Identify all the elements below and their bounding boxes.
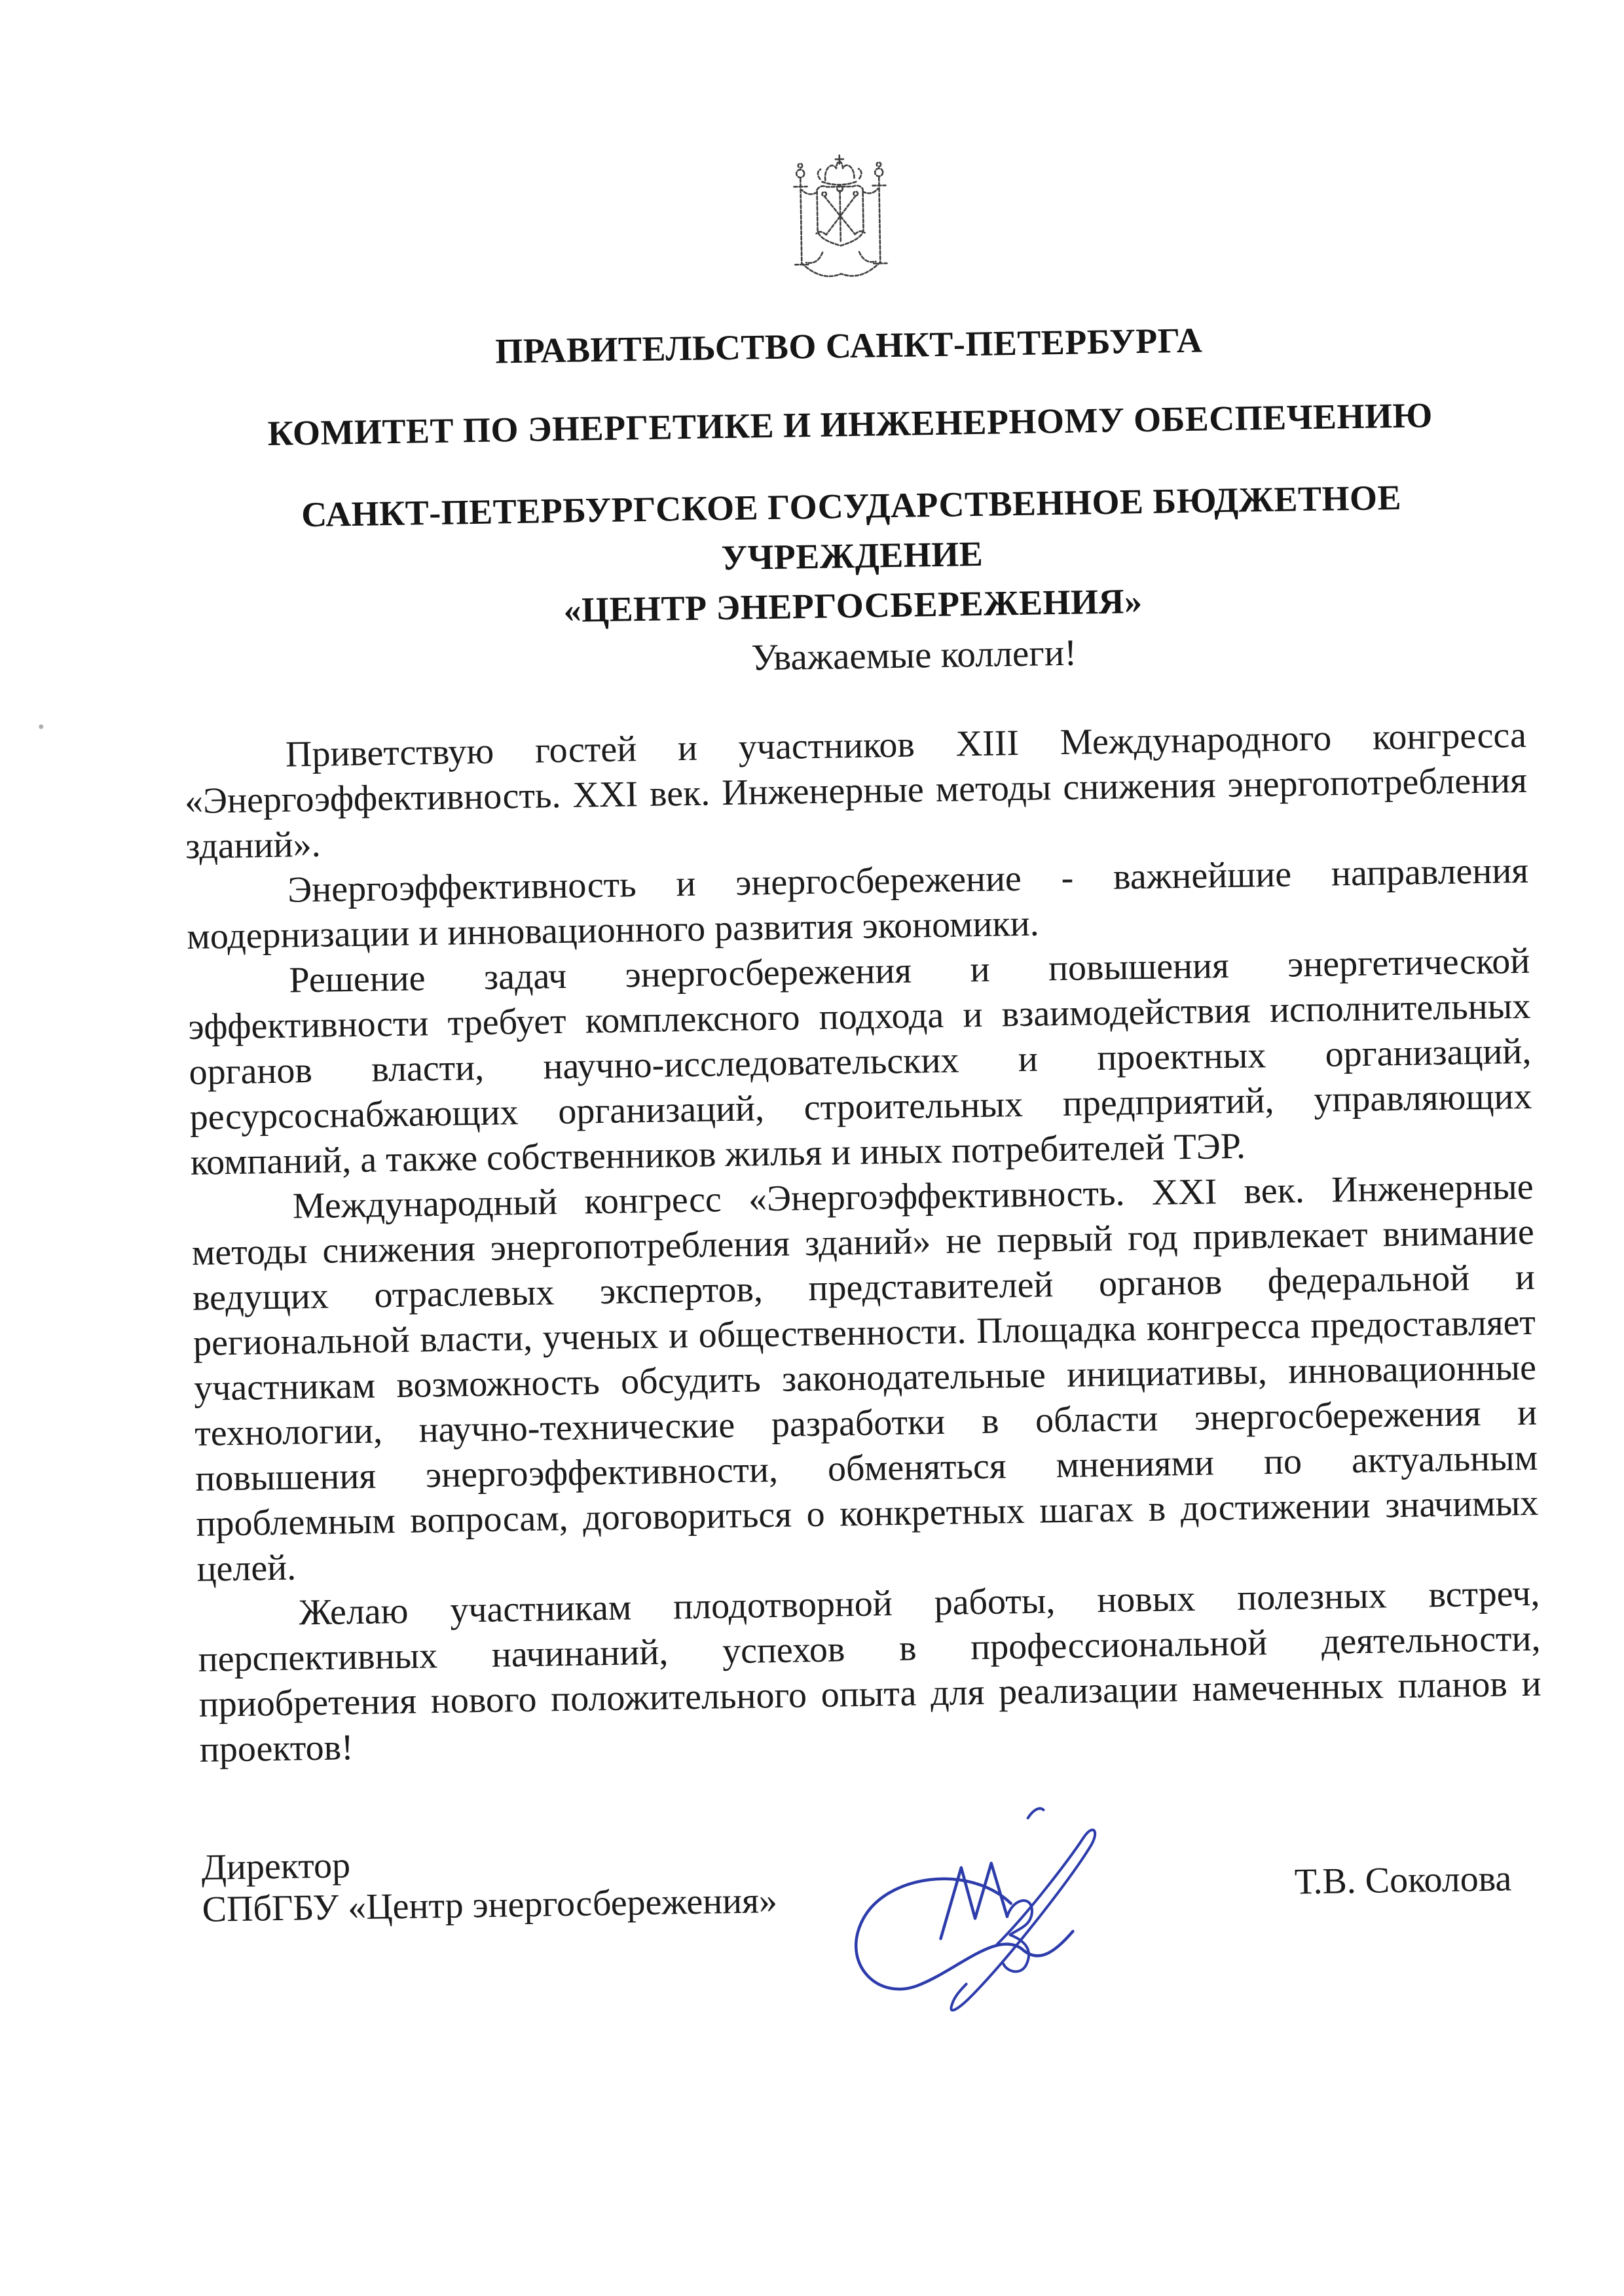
spb-coat-of-arms-icon	[782, 153, 899, 287]
signer-position-line: Директор	[201, 1845, 351, 1888]
header-institution-line1: САНКТ-ПЕТЕРБУРГСКОЕ ГОСУДАРСТВЕННОЕ БЮДЖЕТНОЕ УЧРЕЖДЕНИЕ	[301, 477, 1402, 578]
signer-position	[201, 1838, 777, 1931]
letter-paragraph: Решение задач энергосбережения и повышения энергетической эффективности требует комплексного подхода и взаимодействия исполнительных органов власти, научно-исследовательских и проектных организаций, ресурсоснабжающих организаций, строительных предприятий, управляющих компаний, а также собственников жилья и иных потребителей ТЭР.	[188, 940, 1532, 1183]
handwritten-signature-icon	[840, 1797, 1105, 2027]
signer-name: Т.В. Соколова	[1294, 1858, 1512, 1903]
letter-paragraph: Желаю участникам плодотворной работы, новых полезных встреч, перспективных начинаний, успехов в профессиональной деятельности, приобретения нового положительного опыта для реализации намеченных планов и проектов!	[198, 1573, 1542, 1770]
header-institution	[180, 471, 1524, 641]
letter-paragraph: Приветствую гостей и участников XIII Международного конгресса «Энергоэффективность. XXI век. Инженерные методы снижения энергопотребления зданий».	[184, 714, 1528, 867]
letter-body	[183, 713, 1542, 1773]
signer-organization: СПбГБУ «Центр энергосбережения»	[202, 1880, 778, 1930]
scan-speck	[39, 724, 43, 729]
salutation: Уважаемые коллеги!	[750, 632, 1077, 679]
header-government: ПРАВИТЕЛЬСТВО САНКТ-ПЕТЕРБУРГА	[494, 320, 1203, 371]
header-committee: КОМИТЕТ ПО ЭНЕРГЕТИКЕ И ИНЖЕНЕРНОМУ ОБЕСПЕЧЕНИЮ	[267, 395, 1433, 453]
letter-paragraph: Международный конгресс «Энергоэффективность. XXI век. Инженерные методы снижения энергопотребления зданий» не первый год привлекает внимание ведущих отраслевых экспертов, представителей органов федеральной и региональной власти, ученых и общественности. Площадка конгресса предоставляет участникам возможность обсудить законодательные инициативы, инновационные технологии, научно-технические разработки в области энергосбережения и повышения энергоэффективности, обменяться мнениями по актуальным проблемным вопросам, договориться о конкретных шагах в достижении значимых целей.	[191, 1166, 1539, 1590]
header-institution-line2: «ЦЕНТР ЭНЕРГОСБЕРЕЖЕНИЯ»	[563, 581, 1143, 630]
letter-paragraph: Энергоэффективность и энергосбережение - важнейшие направления модернизации и инновационного развития экономики.	[186, 850, 1529, 957]
